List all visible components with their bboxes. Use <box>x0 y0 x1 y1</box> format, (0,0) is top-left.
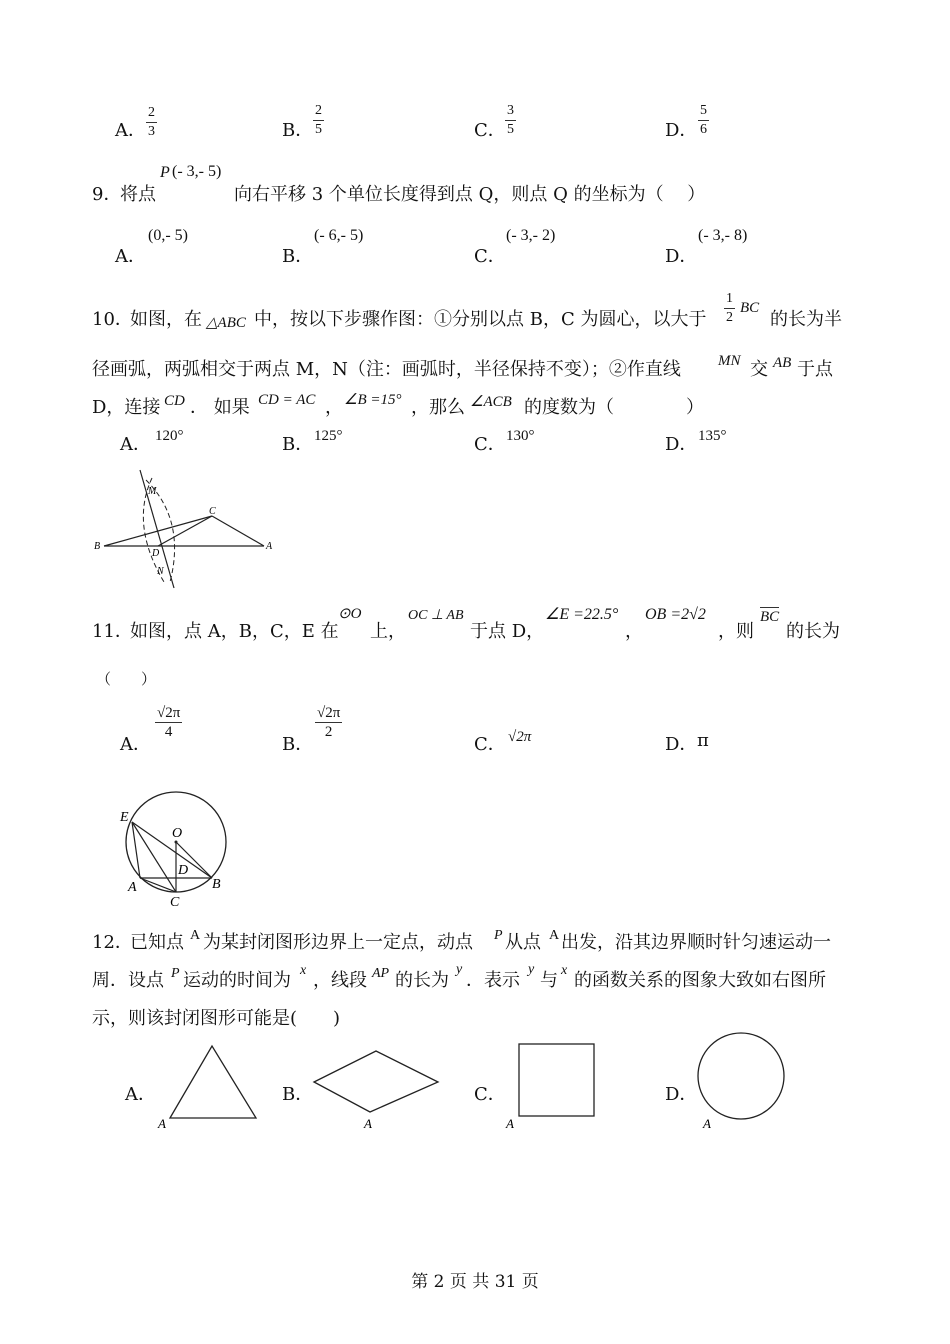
q10-line3-c: ，那么 <box>411 397 465 418</box>
q10-line3-a: D，连接 <box>92 397 161 418</box>
q11-option-c-value: √2π <box>508 729 532 745</box>
q8-option-b-letter: B． <box>282 120 314 141</box>
q11-label-d: D <box>178 863 189 878</box>
q8-option-a-fraction: $\frac{2}{3}$ <box>148 105 155 139</box>
q11-option-b-letter: B． <box>282 734 314 755</box>
q9-option-d-value: (- 3,- 8) <box>698 227 748 244</box>
q11-label-e: E <box>120 810 129 825</box>
q11-circle-o: ⊙O <box>338 606 362 622</box>
q11-answer-paren: （ ） <box>96 670 157 688</box>
q10-label-d: D <box>152 548 160 559</box>
q10-line3-b: ． 如果 <box>190 397 250 418</box>
q10-option-b-letter: B． <box>282 434 314 455</box>
q10-line2-c: 于点 <box>797 359 833 380</box>
q10-line3-d: 的度数为（ ） <box>524 397 704 418</box>
q8-option-d-letter: D． <box>665 120 698 141</box>
q12-line2-e: ．表示 <box>466 970 520 991</box>
q10-line2-b: 交 <box>750 359 768 380</box>
q12-line1-d: 出发，沿其边界顺时针匀速运动一 <box>561 932 831 953</box>
q12-line2-f: 与 <box>540 970 558 991</box>
q11-option-a-letter: A． <box>120 734 151 755</box>
q12-x1: x <box>300 963 307 978</box>
q9-option-c-value: (- 3,- 2) <box>506 227 556 244</box>
q10-half-fraction: $\frac{1}{2}$ <box>726 291 733 325</box>
q10-triangle-abc: △ABC <box>206 315 246 331</box>
q10-segment-ca <box>212 516 264 546</box>
q11-segment-ea <box>132 822 140 878</box>
q10-label-b: B <box>94 541 101 552</box>
q9-text-pre: 将点 <box>120 184 156 205</box>
q10-option-d-letter: D． <box>665 434 698 455</box>
q12-option-c-letter: C． <box>474 1084 506 1105</box>
q10-cond-angle-b: ∠B =15° <box>344 392 402 408</box>
q12-line2-d: 的长为 <box>395 970 449 991</box>
q9-point: P <box>160 164 170 181</box>
q12-option-c-label: A <box>506 1116 514 1131</box>
q8-option-a-letter: A． <box>115 120 146 141</box>
page-footer: 第 2 页 共 31 页 <box>411 1272 539 1292</box>
q12-option-b-letter: B． <box>282 1084 314 1105</box>
q11-angle-e: ∠E =22.5° <box>545 606 619 623</box>
q11-option-d-value: π <box>697 730 709 751</box>
q12-ap: AP <box>372 966 390 981</box>
q12-y2: y <box>528 962 535 977</box>
q12-line2-a: 周．设点 <box>92 970 164 991</box>
q10-line2-a: 径画弧，两弧相交于两点 M，N（注：画弧时，半径保持不变）；②作直线 <box>92 359 681 380</box>
q9-option-b-value: (- 6,- 5) <box>314 227 364 244</box>
q9-option-a-letter: A． <box>115 246 146 267</box>
q11-line1-a: 如图，点 A，B，C，E 在 <box>130 621 339 642</box>
q9-option-d-letter: D． <box>665 246 698 267</box>
q10-sep: ， <box>325 397 343 418</box>
q12-line3: 示，则该封闭图形可能是( ) <box>92 1008 341 1029</box>
q10-mn: MN <box>718 353 741 369</box>
q11-option-d-letter: D． <box>665 734 698 755</box>
q10-cd: CD <box>164 393 185 409</box>
q10-label-c: C <box>209 506 216 517</box>
q12-option-d-label: A <box>703 1116 711 1131</box>
q11-comma: ， <box>625 621 643 642</box>
q10-option-a-letter: A． <box>120 434 151 455</box>
q11-segment-ac <box>140 878 176 892</box>
q12-a2: A <box>549 928 560 943</box>
q11-ob: OB =2√2 <box>645 606 706 623</box>
q12-option-b-rhombus <box>308 1046 444 1132</box>
q10-number: 10． <box>92 309 133 330</box>
q11-option-c-letter: C． <box>474 734 506 755</box>
q12-line2-c: ，线段 <box>313 970 367 991</box>
q10-segment-bc <box>104 516 212 546</box>
q8-option-b-fraction: $\frac{2}{5}$ <box>315 103 322 137</box>
q11-line1-d: ，则 <box>718 621 754 642</box>
q10-label-n: N <box>157 566 164 577</box>
q12-option-a-triangle <box>150 1040 270 1132</box>
q10-option-b-value: 125° <box>314 428 343 444</box>
q12-line1-a: 已知点 <box>130 932 184 953</box>
q12-line2-b: 运动的时间为 <box>183 970 291 991</box>
q9-option-c-letter: C． <box>474 246 506 267</box>
q12-x2: x <box>561 963 568 978</box>
q12-line2-g: 的函数关系的图象大致如右图所 <box>574 970 826 991</box>
q12-line1-c: 从点 <box>505 932 541 953</box>
q11-line1-e: 的长为 <box>786 621 840 642</box>
q11-number: 11． <box>92 621 133 642</box>
q11-option-a-fraction: $\frac{√2\pi}{4}$ <box>157 705 181 740</box>
q9-option-a-value: (0,- 5) <box>148 227 188 244</box>
q12-a1: A <box>190 928 201 943</box>
q9-number: 9． <box>92 184 122 205</box>
q10-line1-b: 中，按以下步骤作图：①分别以点 B，C 为圆心，以大于 <box>254 309 707 330</box>
q8-option-c-letter: C． <box>474 120 506 141</box>
q11-arc-bc: BC <box>760 609 780 625</box>
q12-option-d-circle <box>695 1034 795 1132</box>
q11-label-o: O <box>172 826 183 841</box>
q10-line1-a: 如图，在 <box>130 309 202 330</box>
q12-option-a-letter: A． <box>125 1084 156 1105</box>
q10-label-m: M <box>148 486 157 497</box>
q11-line1-c: 于点 D， <box>470 621 545 642</box>
q11-line1-b: 上， <box>370 621 406 642</box>
q10-segment-cd <box>158 516 212 546</box>
q11-figure <box>118 790 238 908</box>
q10-option-c-letter: C． <box>474 434 506 455</box>
q10-option-c-value: 130° <box>506 428 535 444</box>
q12-number: 12． <box>92 932 133 953</box>
q11-option-b-fraction: $\frac{√2\pi}{2}$ <box>317 705 341 740</box>
q10-label-a: A <box>266 541 273 552</box>
q12-p1: P <box>494 928 503 943</box>
q12-p2: P <box>171 966 180 981</box>
q11-label-c: C <box>170 895 180 910</box>
q12-option-c-square <box>502 1040 598 1132</box>
q8-option-d-fraction: $\frac{5}{6}$ <box>700 103 707 137</box>
q12-option-d-letter: D． <box>665 1084 698 1105</box>
q10-ab: AB <box>773 355 792 371</box>
q10-line1-c: 的长为半 <box>770 309 842 330</box>
q10-figure <box>90 470 280 590</box>
q10-angle-acb: ∠ACB <box>470 394 512 410</box>
q11-label-b: B <box>212 877 221 892</box>
q9-option-b-letter: B． <box>282 246 314 267</box>
q12-option-a-label: A <box>158 1116 166 1131</box>
q11-segment-eb <box>132 822 176 892</box>
q9-text-post: 向右平移 3 个单位长度得到点 Q，则点 Q 的坐标为（ ） <box>234 184 706 205</box>
q10-cond-cd-ac: CD = AC <box>258 392 316 408</box>
q10-bc: BC <box>740 300 760 316</box>
q11-label-a: A <box>128 880 137 895</box>
q10-option-d-value: 135° <box>698 428 727 444</box>
q12-option-b-label: A <box>364 1116 372 1131</box>
q12-line1-b: 为某封闭图形边界上一定点，动点 <box>203 932 473 953</box>
q8-option-c-fraction: $\frac{3}{5}$ <box>507 103 514 137</box>
q11-perp: OC ⊥ AB <box>408 608 464 623</box>
q10-option-a-value: 120° <box>155 428 184 444</box>
q12-y1: y <box>456 962 463 977</box>
q9-coord: (- 3,- 5) <box>172 163 222 180</box>
